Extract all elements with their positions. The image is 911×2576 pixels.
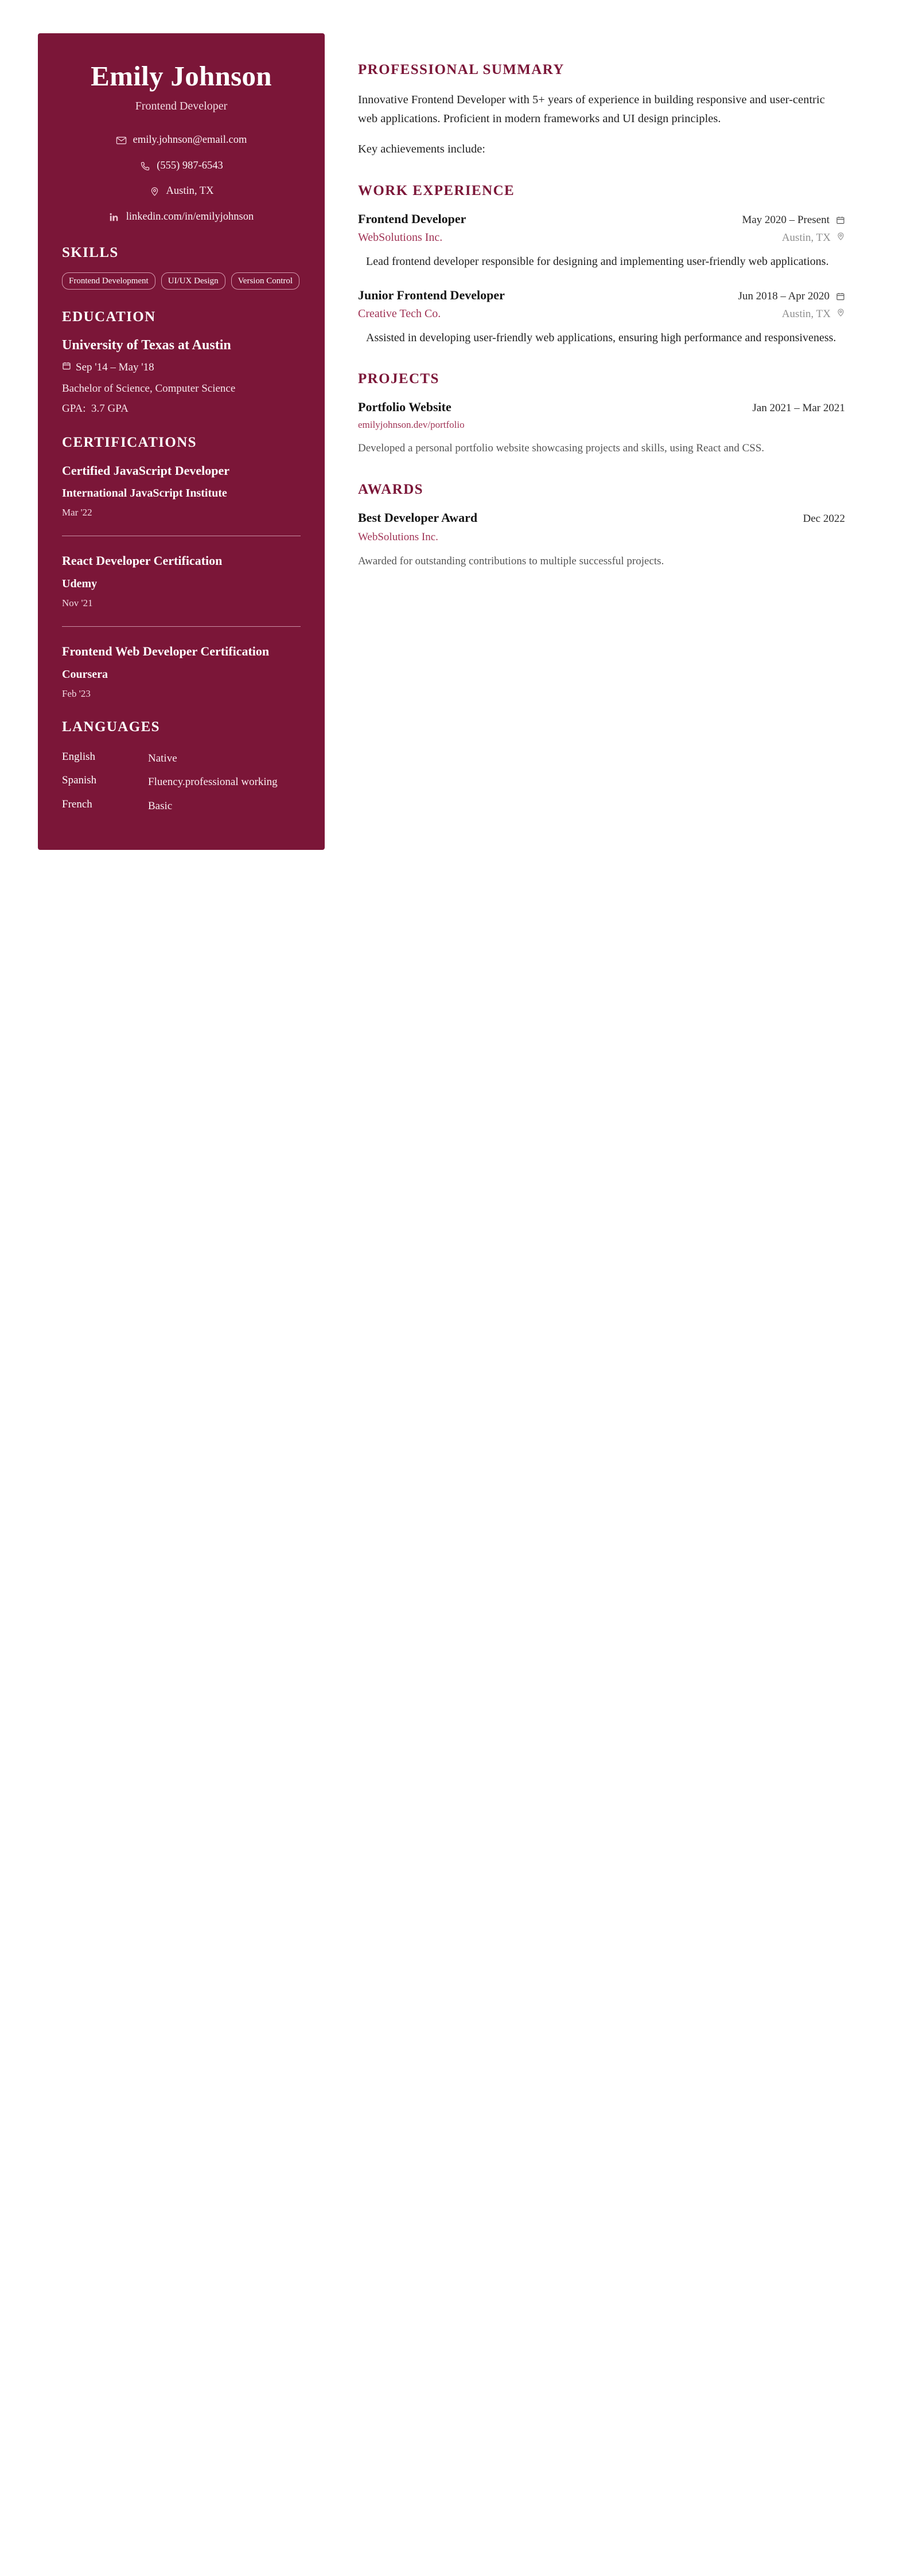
certification-entry	[62, 643, 301, 700]
divider	[62, 626, 301, 627]
experience-title-row	[358, 288, 845, 303]
certifications-heading: CERTIFICATIONS	[62, 434, 197, 450]
contact-location	[62, 184, 301, 200]
summary-subtext: Key achievements include:	[358, 143, 485, 156]
certification-issuer: Coursera	[62, 668, 108, 681]
contact-email[interactable]	[62, 132, 301, 149]
language-row	[62, 794, 301, 818]
project-description: Developed a personal portfolio website showcasing projects and skills, using React and CSS.	[358, 442, 765, 455]
skills-heading: SKILLS	[62, 244, 119, 260]
project-dates: Jan 2021 – Mar 2021	[752, 402, 845, 415]
award-organization: WebSolutions Inc.	[358, 530, 438, 543]
project-link[interactable]: emilyjohnson.dev/portfolio	[358, 419, 465, 431]
language-level: Basic	[148, 799, 173, 812]
certification-entry	[62, 462, 301, 519]
languages-heading: LANGUAGES	[62, 719, 160, 735]
section-work-experience	[358, 183, 845, 347]
location-pin-icon	[836, 232, 845, 244]
language-name: French	[62, 798, 92, 810]
language-name: English	[62, 750, 96, 763]
email-icon	[116, 135, 127, 146]
award-entry	[358, 510, 845, 570]
experience-dates: May 2020 – Present	[742, 214, 830, 227]
contact-phone-text: (555) 987-6543	[157, 159, 223, 171]
project-title: Portfolio Website	[358, 400, 451, 415]
experience-heading: WORK EXPERIENCE	[358, 183, 515, 199]
contact-list	[62, 132, 301, 225]
experience-dates: Jun 2018 – Apr 2020	[738, 290, 830, 303]
linkedin-icon	[109, 212, 120, 223]
calendar-icon	[835, 292, 845, 302]
certification-issuer: Udemy	[62, 577, 98, 590]
certification-name: Frontend Web Developer Certification	[62, 644, 270, 658]
contact-linkedin[interactable]	[62, 209, 301, 225]
phone-icon	[139, 161, 150, 171]
location-pin-icon	[149, 186, 160, 197]
candidate-role: Frontend Developer	[135, 99, 228, 112]
certification-issuer: International JavaScript Institute	[62, 487, 227, 500]
award-title: Best Developer Award	[358, 510, 478, 525]
skill-chip: Frontend Development	[62, 272, 155, 290]
sidebar	[38, 33, 325, 850]
experience-description: Lead frontend developer responsible for designing and implementing user-friendly web applications.	[366, 255, 829, 268]
experience-company: Creative Tech Co.	[358, 307, 441, 321]
experience-title-row	[358, 212, 845, 227]
contact-linkedin-text: linkedin.com/in/emilyjohnson	[126, 211, 254, 223]
skills-list	[62, 272, 301, 290]
experience-entry	[358, 288, 845, 347]
experience-location-wrap	[782, 308, 845, 321]
experience-company: WebSolutions Inc.	[358, 231, 443, 244]
section-projects	[358, 371, 845, 457]
education-gpa-label: GPA:	[62, 402, 86, 415]
education-heading: EDUCATION	[62, 309, 156, 325]
contact-email-text: emily.johnson@email.com	[133, 134, 247, 146]
section-professional-summary	[358, 62, 845, 159]
education-dates: Sep '14 – May '18	[76, 361, 154, 374]
skill-chip: Version Control	[231, 272, 299, 290]
projects-heading: PROJECTS	[358, 371, 439, 387]
experience-description: Assisted in developing user-friendly web applications, ensuring high performance and responsiveness.	[366, 331, 836, 345]
certification-date: Feb '23	[62, 688, 91, 699]
calendar-icon	[62, 361, 71, 374]
experience-title: Frontend Developer	[358, 212, 466, 227]
resume-document	[38, 33, 873, 850]
experience-location: Austin, TX	[781, 308, 831, 321]
calendar-icon	[835, 216, 845, 225]
language-level: Native	[148, 752, 177, 764]
certification-entry	[62, 552, 301, 609]
experience-entry	[358, 212, 845, 271]
project-entry	[358, 400, 845, 457]
award-title-row	[358, 510, 845, 525]
certification-name: React Developer Certification	[62, 553, 223, 568]
experience-company-row	[358, 231, 845, 244]
contact-location-text: Austin, TX	[166, 185, 214, 197]
education-dates-row	[62, 361, 301, 374]
candidate-name: Emily Johnson	[91, 60, 272, 92]
contact-phone[interactable]	[62, 158, 301, 174]
experience-title: Junior Frontend Developer	[358, 288, 505, 303]
experience-dates-wrap	[738, 290, 845, 303]
certification-date: Mar '22	[62, 507, 92, 518]
experience-company-row	[358, 307, 845, 321]
location-pin-icon	[836, 308, 845, 321]
language-level: Fluency.professional working	[148, 776, 278, 789]
education-entry	[62, 337, 301, 415]
education-gpa-value: 3.7 GPA	[91, 402, 129, 415]
education-gpa	[62, 403, 301, 415]
section-awards	[358, 482, 845, 570]
languages-table	[62, 747, 301, 818]
certification-date: Nov '21	[62, 598, 93, 608]
language-row	[62, 770, 301, 794]
education-school: University of Texas at Austin	[62, 337, 231, 353]
language-name: Spanish	[62, 774, 97, 787]
skill-chip: UI/UX Design	[161, 272, 225, 290]
education-degree: Bachelor of Science, Computer Science	[62, 383, 236, 395]
main-content	[325, 33, 873, 617]
certification-name: Certified JavaScript Developer	[62, 463, 230, 478]
experience-location-wrap	[782, 232, 845, 244]
summary-heading: PROFESSIONAL SUMMARY	[358, 62, 564, 77]
experience-location: Austin, TX	[781, 232, 831, 244]
award-description: Awarded for outstanding contributions to multiple successful projects.	[358, 555, 664, 567]
experience-dates-wrap	[742, 214, 845, 227]
project-title-row	[358, 400, 845, 415]
awards-heading: AWARDS	[358, 481, 423, 497]
summary-text: Innovative Frontend Developer with 5+ years of experience in building responsive and user-centric web applications. Proficient in modern frameworks and UI design principles.	[358, 93, 825, 126]
language-row	[62, 747, 301, 771]
award-date: Dec 2022	[803, 512, 845, 525]
